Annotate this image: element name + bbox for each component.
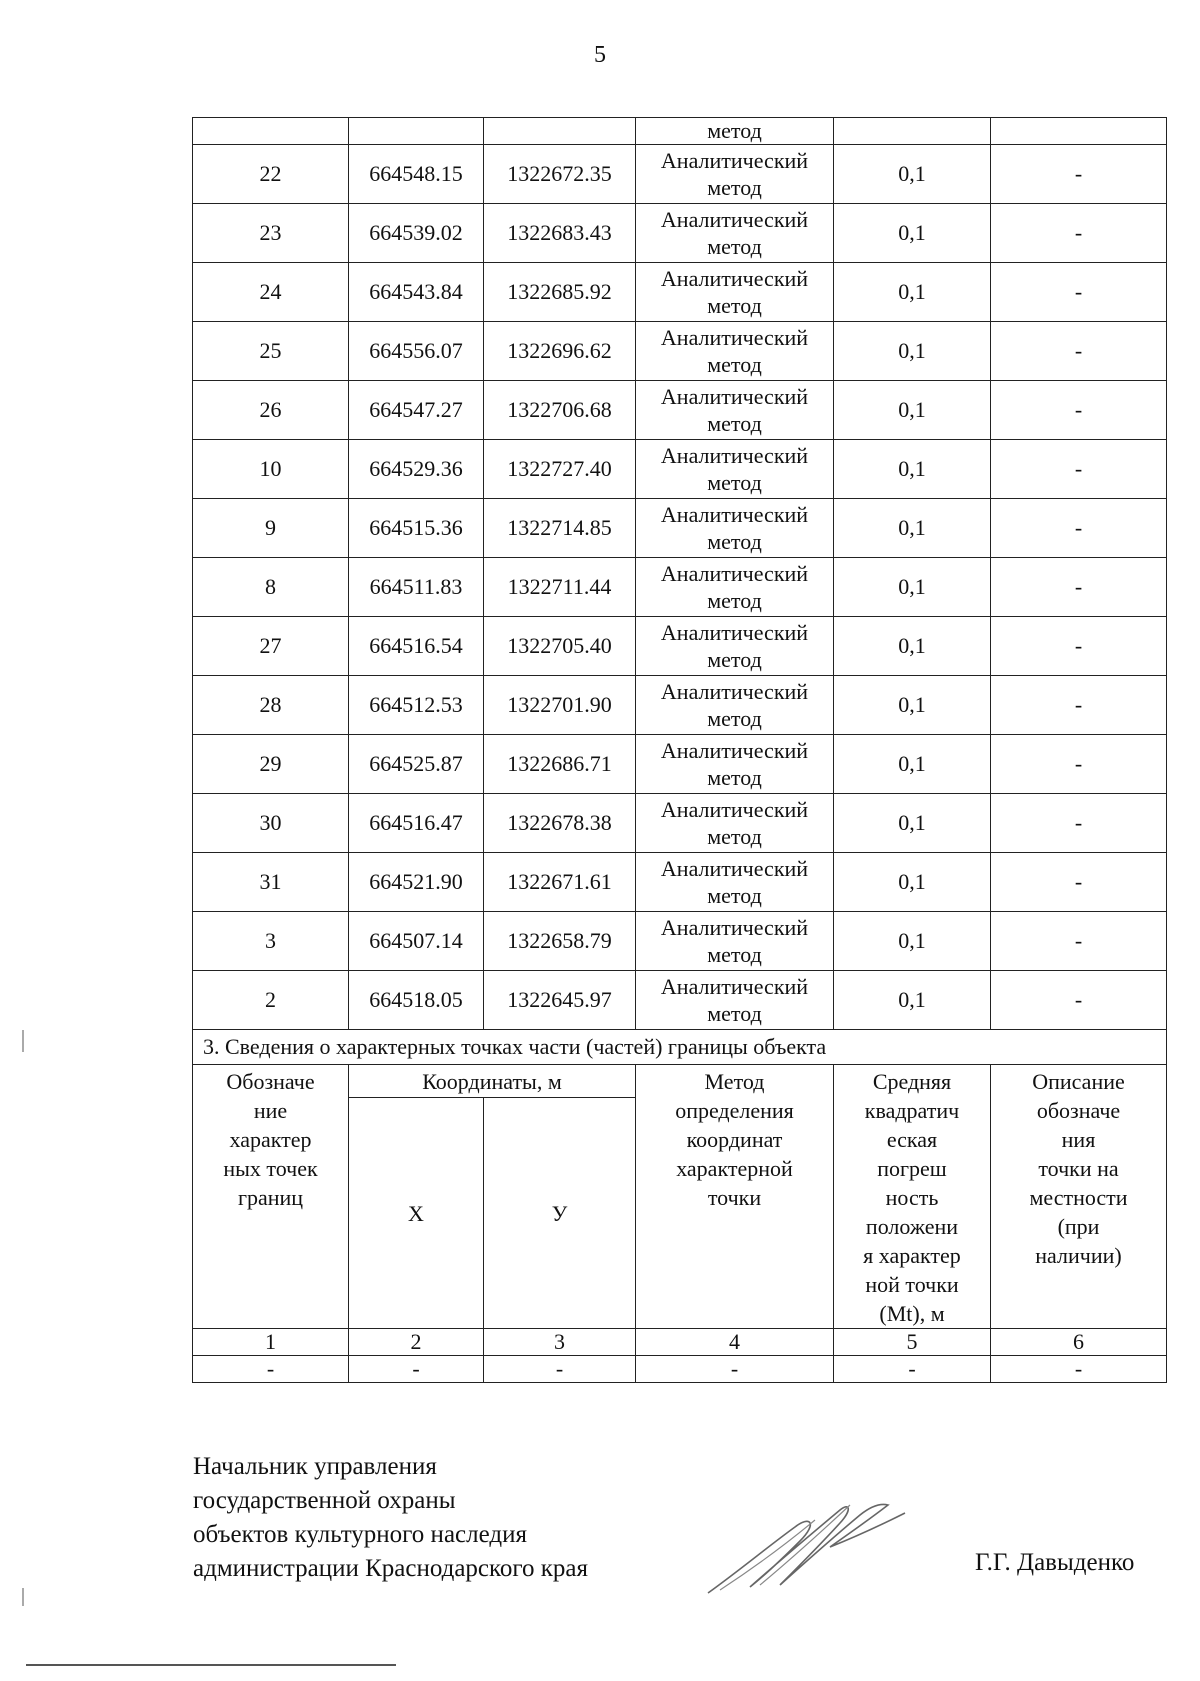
point-number-cell: 2 <box>193 971 349 1030</box>
dash-cell: - <box>636 1356 834 1383</box>
method-line: Аналитический <box>660 797 809 822</box>
method-cell <box>636 322 834 381</box>
method-cell <box>636 794 834 853</box>
method-line: метод <box>707 942 762 967</box>
dash-cell: - <box>834 1356 991 1383</box>
method-line: Аналитический <box>660 148 809 173</box>
table-row <box>193 853 1167 912</box>
method-line: метод <box>707 293 762 318</box>
empty-data-row <box>193 1356 1167 1383</box>
point-number-cell: 28 <box>193 676 349 735</box>
method-line: метод <box>707 706 762 731</box>
mt-cell: 0,1 <box>834 381 991 440</box>
description-cell: - <box>991 617 1167 676</box>
header-coordinates: Координаты, м <box>349 1065 636 1098</box>
column-number: 6 <box>991 1329 1167 1356</box>
y-coordinate-cell: 1322696.62 <box>484 322 636 381</box>
coordinates-table-sheet <box>192 117 1166 1383</box>
description-cell: - <box>991 735 1167 794</box>
mt-cell: 0,1 <box>834 145 991 204</box>
x-coordinate-cell: 664539.02 <box>349 204 484 263</box>
table-row <box>193 617 1167 676</box>
point-number-cell: 31 <box>193 853 349 912</box>
method-line: Аналитический <box>660 384 809 409</box>
table-row <box>193 499 1167 558</box>
scan-margin-mark <box>22 1030 24 1052</box>
point-number-cell: 10 <box>193 440 349 499</box>
method-cell <box>636 617 834 676</box>
dash-cell: - <box>349 1356 484 1383</box>
mt-cell: 0,1 <box>834 263 991 322</box>
x-coordinate-cell: 664548.15 <box>349 145 484 204</box>
point-number-cell: 3 <box>193 912 349 971</box>
mt-cell: 0,1 <box>834 558 991 617</box>
table-row <box>193 145 1167 204</box>
method-line: метод <box>707 824 762 849</box>
x-coordinate-cell: 664556.07 <box>349 322 484 381</box>
y-coordinate-cell: 1322727.40 <box>484 440 636 499</box>
mt-cell: 0,1 <box>834 794 991 853</box>
method-line: метод <box>707 175 762 200</box>
description-cell: - <box>991 794 1167 853</box>
section3-title: 3. Сведения о характерных точках части (частей) границы объекта <box>193 1030 1167 1065</box>
method-cell <box>636 735 834 794</box>
x-coordinate-cell: 664511.83 <box>349 558 484 617</box>
header-designation: Обозначе ние характер ных точек границ <box>193 1065 349 1329</box>
mt-cell: 0,1 <box>834 322 991 381</box>
method-cell <box>636 912 834 971</box>
x-coordinate-cell: 664529.36 <box>349 440 484 499</box>
method-line: Аналитический <box>660 502 809 527</box>
method-line: Аналитический <box>660 561 809 586</box>
method-line: Аналитический <box>660 856 809 881</box>
point-number-cell: 23 <box>193 204 349 263</box>
x-coordinate-cell: 664521.90 <box>349 853 484 912</box>
method-line: Аналитический <box>660 325 809 350</box>
y-coordinate-cell: 1322705.40 <box>484 617 636 676</box>
table-row <box>193 794 1167 853</box>
method-line: метод <box>707 529 762 554</box>
method-line: Аналитический <box>660 620 809 645</box>
scan-margin-mark <box>22 1588 24 1606</box>
method-cell <box>636 381 834 440</box>
x-coordinate-cell: 664547.27 <box>349 381 484 440</box>
continued-row <box>193 118 1167 145</box>
point-number-cell: 29 <box>193 735 349 794</box>
description-cell: - <box>991 971 1167 1030</box>
point-number-cell: 30 <box>193 794 349 853</box>
header-mt: Средняя квадратич еская погреш ность положени я характер ной точки (Mt), м <box>834 1065 991 1329</box>
method-cell <box>636 204 834 263</box>
x-coordinate-cell: 664543.84 <box>349 263 484 322</box>
method-line: метод <box>707 411 762 436</box>
method-line: Аналитический <box>660 207 809 232</box>
description-cell: - <box>991 381 1167 440</box>
signatory-name: Г.Г. Давыденко <box>975 1549 1135 1576</box>
method-cell <box>636 499 834 558</box>
method-cell <box>636 263 834 322</box>
table-row <box>193 912 1167 971</box>
point-number-cell: 25 <box>193 322 349 381</box>
column-number: 2 <box>349 1329 484 1356</box>
method-cell <box>636 440 834 499</box>
method-line: метод <box>707 883 762 908</box>
description-cell: - <box>991 676 1167 735</box>
x-coordinate-cell: 664525.87 <box>349 735 484 794</box>
table-row <box>193 440 1167 499</box>
table-row <box>193 735 1167 794</box>
point-number-cell: 27 <box>193 617 349 676</box>
mt-cell: 0,1 <box>834 971 991 1030</box>
table-row <box>193 381 1167 440</box>
table-row <box>193 971 1167 1030</box>
coordinates-table <box>192 117 1167 1383</box>
y-coordinate-cell: 1322683.43 <box>484 204 636 263</box>
point-number-cell: 26 <box>193 381 349 440</box>
mt-cell: 0,1 <box>834 204 991 263</box>
scan-bottom-line <box>26 1664 396 1666</box>
mt-cell: 0,1 <box>834 735 991 794</box>
point-number-cell: 9 <box>193 499 349 558</box>
coordinates-table-body <box>193 118 1167 1030</box>
method-cell <box>636 145 834 204</box>
y-coordinate-cell: 1322686.71 <box>484 735 636 794</box>
description-cell: - <box>991 912 1167 971</box>
method-line: метод <box>707 352 762 377</box>
x-coordinate-cell: 664507.14 <box>349 912 484 971</box>
method-cell <box>636 853 834 912</box>
x-coordinate-cell: 664516.54 <box>349 617 484 676</box>
description-cell: - <box>991 558 1167 617</box>
x-coordinate-cell: 664515.36 <box>349 499 484 558</box>
description-cell: - <box>991 145 1167 204</box>
y-coordinate-cell: 1322714.85 <box>484 499 636 558</box>
header-y: У <box>484 1098 636 1329</box>
method-line: Аналитический <box>660 974 809 999</box>
header-method: Метод определения координат характерной точки <box>636 1065 834 1329</box>
dash-cell: - <box>484 1356 636 1383</box>
column-number: 4 <box>636 1329 834 1356</box>
handwritten-signature <box>700 1475 920 1605</box>
header-description: Описание обозначе ния точки на местности (при наличии) <box>991 1065 1167 1329</box>
y-coordinate-cell: 1322678.38 <box>484 794 636 853</box>
y-coordinate-cell: 1322711.44 <box>484 558 636 617</box>
table-row <box>193 558 1167 617</box>
description-cell: - <box>991 322 1167 381</box>
signatory-position: Начальник управления государственной охраны объектов культурного наследия администрации Краснодарского края <box>193 1453 589 1582</box>
method-line: метод <box>707 765 762 790</box>
point-number-cell: 8 <box>193 558 349 617</box>
mt-cell: 0,1 <box>834 617 991 676</box>
x-coordinate-cell: 664516.47 <box>349 794 484 853</box>
table-row <box>193 322 1167 381</box>
continued-method: метод <box>636 118 834 145</box>
column-numbers-row <box>193 1329 1167 1356</box>
description-cell: - <box>991 853 1167 912</box>
mt-cell: 0,1 <box>834 853 991 912</box>
x-coordinate-cell: 664518.05 <box>349 971 484 1030</box>
method-cell <box>636 558 834 617</box>
table-row <box>193 263 1167 322</box>
point-number-cell: 24 <box>193 263 349 322</box>
method-line: метод <box>707 588 762 613</box>
table-row <box>193 204 1167 263</box>
method-line: Аналитический <box>660 738 809 763</box>
table-row <box>193 676 1167 735</box>
header-x: X <box>349 1098 484 1329</box>
method-cell <box>636 971 834 1030</box>
y-coordinate-cell: 1322645.97 <box>484 971 636 1030</box>
mt-cell: 0,1 <box>834 499 991 558</box>
method-line: метод <box>707 647 762 672</box>
method-line: Аналитический <box>660 679 809 704</box>
description-cell: - <box>991 440 1167 499</box>
page-number: 5 <box>594 42 606 68</box>
method-line: Аналитический <box>660 443 809 468</box>
method-line: Аналитический <box>660 915 809 940</box>
method-cell <box>636 676 834 735</box>
column-number: 5 <box>834 1329 991 1356</box>
column-number: 1 <box>193 1329 349 1356</box>
method-line: метод <box>707 470 762 495</box>
section3-body <box>193 1030 1167 1383</box>
mt-cell: 0,1 <box>834 440 991 499</box>
column-number: 3 <box>484 1329 636 1356</box>
dash-cell: - <box>991 1356 1167 1383</box>
y-coordinate-cell: 1322671.61 <box>484 853 636 912</box>
point-number-cell: 22 <box>193 145 349 204</box>
description-cell: - <box>991 263 1167 322</box>
method-line: метод <box>707 1001 762 1026</box>
description-cell: - <box>991 499 1167 558</box>
y-coordinate-cell: 1322701.90 <box>484 676 636 735</box>
y-coordinate-cell: 1322672.35 <box>484 145 636 204</box>
description-cell: - <box>991 204 1167 263</box>
y-coordinate-cell: 1322658.79 <box>484 912 636 971</box>
method-line: Аналитический <box>660 266 809 291</box>
mt-cell: 0,1 <box>834 676 991 735</box>
y-coordinate-cell: 1322706.68 <box>484 381 636 440</box>
y-coordinate-cell: 1322685.92 <box>484 263 636 322</box>
dash-cell: - <box>193 1356 349 1383</box>
mt-cell: 0,1 <box>834 912 991 971</box>
method-line: метод <box>707 234 762 259</box>
x-coordinate-cell: 664512.53 <box>349 676 484 735</box>
